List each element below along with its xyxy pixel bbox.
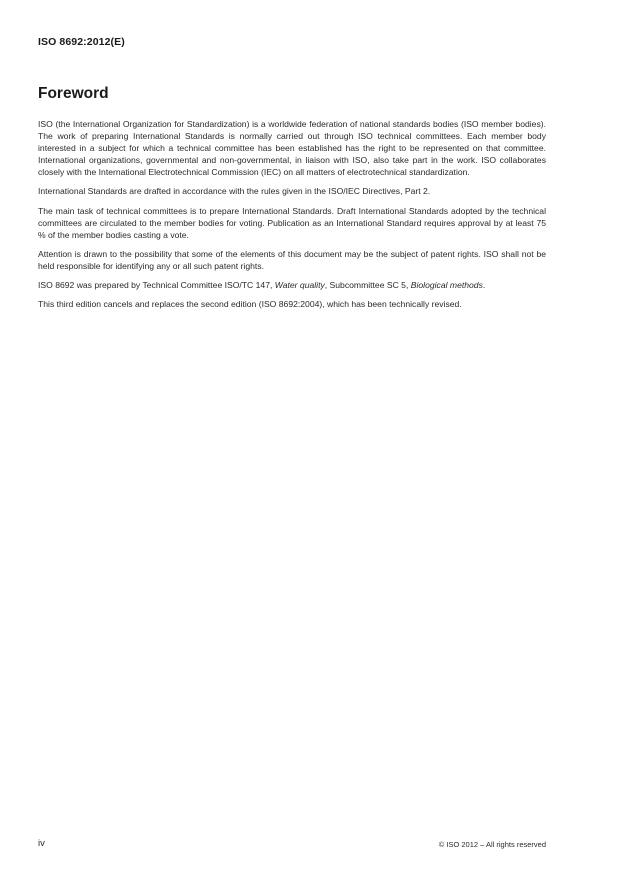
prepared-by-prefix: ISO 8692 was prepared by Technical Committee ISO/TC 147, xyxy=(38,280,275,291)
page-number: iv xyxy=(38,838,45,849)
prepared-by-middle: , Subcommittee SC 5, xyxy=(324,280,411,291)
committee-name: Water quality xyxy=(274,280,325,291)
subcommittee-name: Biological methods xyxy=(410,280,483,291)
paragraph-iso-overview: ISO (the International Organization for Standardization) is a worldwide federation of national standards bodies (ISO member bodies). The work of preparing International Standards is normally carried out through ISO technical committees. Each member body interested in a subject for which a technical committee has been established has the right to be represented on that committee. International organizations, governmental and non-governmental, in liaison with ISO, also take part in the work. ISO collaborates closely with the International Electrotechnical Commission (IEC) on all matters of electrotechnical standardization. xyxy=(38,119,546,178)
paragraph-committee-task: The main task of technical committees is to prepare International Standards. Draft International Standards adopted by the technical committees are circulated to the member bodies for voting. Publication as an International Standard requires approval by at least 75 % of the member bodies casting a vote. xyxy=(38,205,546,240)
paragraph-directives: International Standards are drafted in accordance with the rules given in the ISO/IEC Directives, Part 2. xyxy=(38,186,431,197)
paragraph-prepared-by xyxy=(38,279,546,291)
document-identifier: ISO 8692:2012(E) xyxy=(38,36,125,48)
page-title: Foreword xyxy=(38,85,109,102)
paragraph-edition-note: This third edition cancels and replaces the second edition (ISO 8692:2004), which has been technically revised. xyxy=(38,299,462,310)
copyright-notice: © ISO 2012 – All rights reserved xyxy=(438,840,546,849)
paragraph-patent-notice: Attention is drawn to the possibility that some of the elements of this document may be the subject of patent rights. ISO shall not be held responsible for identifying any or all such patent rights. xyxy=(38,248,546,271)
prepared-by-suffix: . xyxy=(482,280,486,291)
foreword-body xyxy=(38,118,546,317)
